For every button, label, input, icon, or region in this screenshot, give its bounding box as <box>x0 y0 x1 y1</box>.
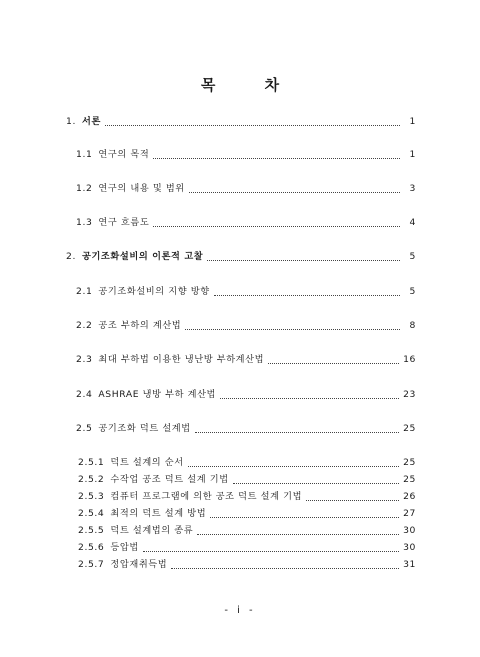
toc-entry-2-5[interactable] <box>76 422 416 436</box>
toc-label: 수작업 공조 덕트 설계 기법 <box>110 474 229 485</box>
toc-number: 2. <box>66 251 76 262</box>
toc-page: 3 <box>409 183 416 194</box>
toc-entry-1-2[interactable] <box>76 182 416 196</box>
dot-leader <box>214 294 400 296</box>
toc-number: 2.1 <box>76 286 93 297</box>
toc-page: 1 <box>409 149 416 160</box>
toc-entry-2-5-5[interactable] <box>78 524 416 538</box>
dot-leader <box>188 465 399 467</box>
toc-entry-2-4[interactable] <box>76 388 416 402</box>
toc-label: 연구의 내용 및 범위 <box>98 183 185 194</box>
toc-page: 27 <box>403 508 416 519</box>
dot-leader <box>153 225 400 227</box>
toc-page: 4 <box>409 217 416 228</box>
toc-page: 5 <box>409 251 416 262</box>
toc-label: 서론 <box>81 116 101 127</box>
toc-entry-2-5-6[interactable] <box>78 541 416 555</box>
toc-number: 1. <box>66 116 76 127</box>
dot-leader <box>210 516 399 518</box>
toc-label: 최대 부하법 이용한 냉난방 부하계산법 <box>98 354 265 365</box>
toc-label: ASHRAE 냉방 부하 계산법 <box>98 389 217 400</box>
toc-label: 등압법 <box>110 542 139 553</box>
toc-number: 2.2 <box>76 320 93 331</box>
toc-number: 2.5.3 <box>78 491 105 502</box>
toc-page: 30 <box>403 542 416 553</box>
dot-leader <box>220 397 399 399</box>
toc-entry-2-5-7[interactable] <box>78 558 416 572</box>
dot-leader <box>268 362 399 364</box>
toc-number: 1.1 <box>76 149 93 160</box>
toc-label: 최적의 덕트 설계 방법 <box>110 508 207 519</box>
toc-page: 16 <box>403 354 416 365</box>
toc-page: 5 <box>409 286 416 297</box>
toc-page: 25 <box>403 457 416 468</box>
toc-number: 2.5.1 <box>78 457 105 468</box>
toc-entry-2-5-1[interactable] <box>78 456 416 470</box>
dot-leader <box>171 567 399 569</box>
toc-entry-2[interactable] <box>66 250 416 264</box>
dot-leader <box>195 431 399 433</box>
toc-page: 25 <box>403 474 416 485</box>
dot-leader <box>189 191 400 193</box>
toc-label: 컴퓨터 프로그램에 의한 공조 덕트 설계 기법 <box>110 491 303 502</box>
toc-number: 2.5 <box>76 423 93 434</box>
toc-entry-2-5-4[interactable] <box>78 507 416 521</box>
toc-page: 1 <box>409 116 416 127</box>
dot-leader <box>143 550 399 552</box>
toc-page: 30 <box>403 525 416 536</box>
toc-entry-2-5-3[interactable] <box>78 490 416 504</box>
toc-label: 공조 부하의 계산법 <box>98 320 182 331</box>
toc-entry-1[interactable] <box>66 115 416 129</box>
toc-entry-2-1[interactable] <box>76 285 416 299</box>
dot-leader <box>306 499 399 501</box>
toc-label: 공기조화설비의 지향 방향 <box>98 286 210 297</box>
toc-number: 1.2 <box>76 183 93 194</box>
dot-leader <box>185 328 400 330</box>
toc-entry-2-3[interactable] <box>76 353 416 367</box>
toc-label: 정압재취득법 <box>110 559 168 570</box>
toc-label: 덕트 설계의 순서 <box>110 457 184 468</box>
toc-number: 2.5.6 <box>78 542 105 553</box>
toc-entry-1-1[interactable] <box>76 148 416 162</box>
toc-page: 26 <box>403 491 416 502</box>
toc-entry-2-5-2[interactable] <box>78 473 416 487</box>
toc-page: 8 <box>409 320 416 331</box>
toc-label: 연구 흐름도 <box>98 217 150 228</box>
toc-entry-1-3[interactable] <box>76 216 416 230</box>
dot-leader <box>233 482 399 484</box>
toc-entry-2-2[interactable] <box>76 319 416 333</box>
toc-label: 연구의 목적 <box>98 149 150 160</box>
toc-number: 2.4 <box>76 389 93 400</box>
dot-leader <box>207 259 400 261</box>
toc-number: 1.3 <box>76 217 93 228</box>
dot-leader <box>197 533 399 535</box>
toc-page: 25 <box>403 423 416 434</box>
toc-page: 31 <box>403 559 416 570</box>
dot-leader <box>105 124 400 126</box>
toc-page: 23 <box>403 389 416 400</box>
dot-leader <box>153 157 400 159</box>
toc-number: 2.3 <box>76 354 93 365</box>
toc-label: 공기조화설비의 이론적 고찰 <box>81 251 204 262</box>
page-number-footer: - i - <box>224 605 256 616</box>
toc-label: 덕트 설계법의 종류 <box>110 525 194 536</box>
toc-number: 2.5.4 <box>78 508 105 519</box>
toc-number: 2.5.2 <box>78 474 105 485</box>
toc-label: 공기조화 덕트 설계법 <box>98 423 191 434</box>
toc-number: 2.5.7 <box>78 559 105 570</box>
toc-number: 2.5.5 <box>78 525 105 536</box>
page-title: 목 차 <box>200 76 302 94</box>
